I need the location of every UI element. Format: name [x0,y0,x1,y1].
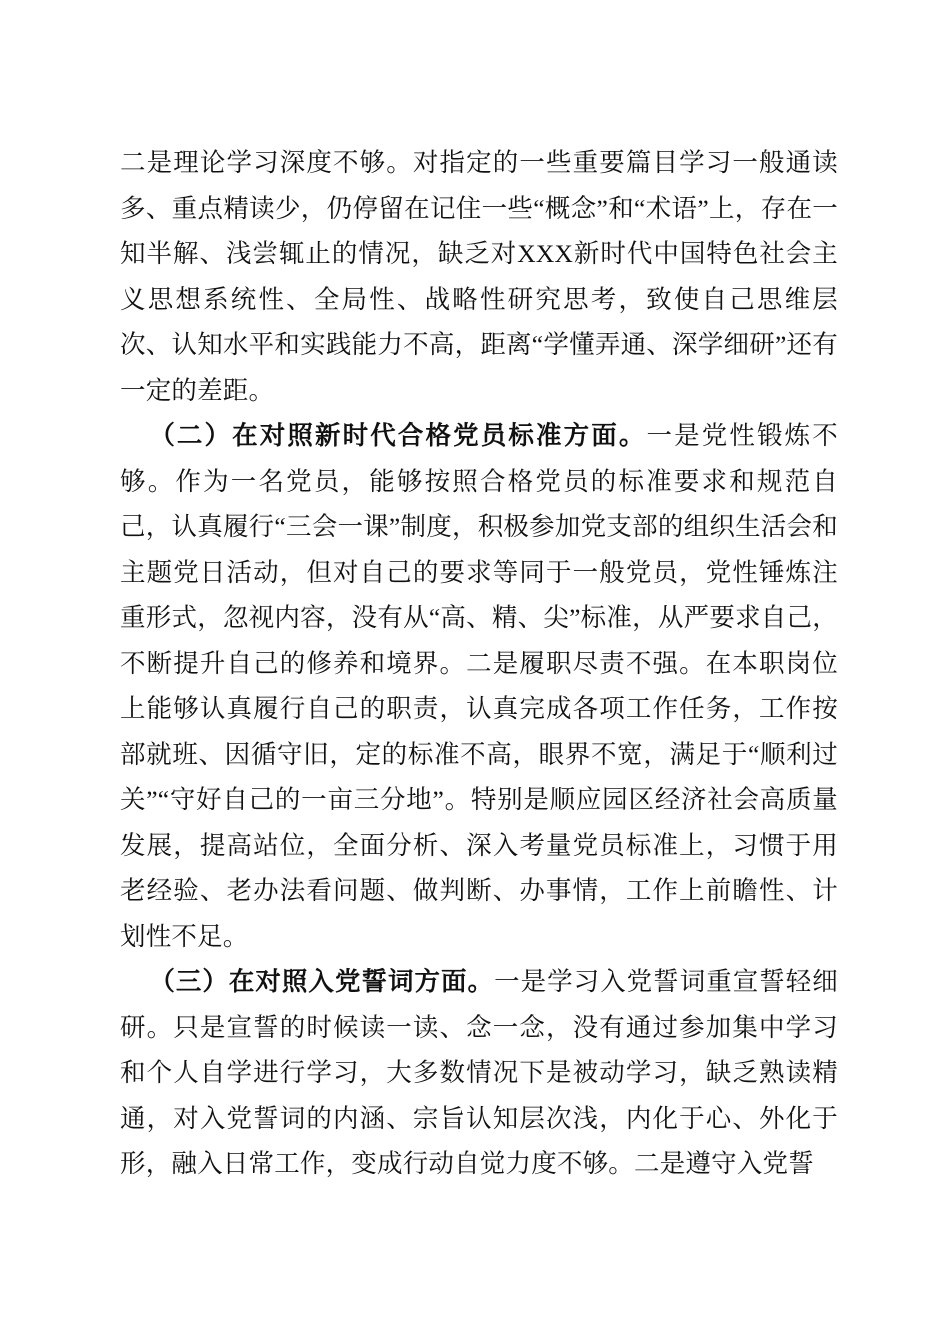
document-body [120,140,838,1187]
body-text-segment: 一是学习入党誓词重宣誓轻细研。只是宣誓的时候读一读、念一念，没有通过参加集中学习和个人自学进行学习，大多数情况下是被动学习，缺乏熟读精通，对入党誓词的内涵、宗旨认知层次浅，内化于心、外化于形，融入日常工作，变成行动自觉力度不够。二是遵守入党誓 [120,967,838,1178]
paragraph [120,959,838,1187]
paragraph [120,413,838,959]
section-heading-text: （三）在对照入党誓词方面。 [149,967,495,996]
body-text-segment: 二是理论学习深度不够。对指定的一些重要篇目学习一般通读多、重点精读少，仍停留在记住一些“概念”和“术语”上，存在一知半解、浅尝辄止的情况，缺乏对XXX新时代中国特色社会主义思想系统性、全局性、战略性研究思考，致使自己思维层次、认知水平和实践能力不高，距离“学懂弄通、深学细研”还有一定的差距。 [120,148,838,405]
section-heading-text: （二）在对照新时代合格党员标准方面。 [149,421,647,450]
body-text-segment: 一是党性锻炼不够。作为一名党员，能够按照合格党员的标准要求和规范自己，认真履行“三会一课”制度，积极参加党支部的组织生活会和主题党日活动，但对自己的要求等同于一般党员，党性锤炼注重形式，忽视内容，没有从“高、精、尖”标准，从严要求自己，不断提升自己的修养和境界。二是履职尽责不强。在本职岗位上能够认真履行自己的职责，认真完成各项工作任务，工作按部就班、因循守旧，定的标准不高，眼界不宽，满足于“顺利过关”“守好自己的一亩三分地”。特别是顺应园区经济社会高质量发展，提高站位，全面分析、深入考量党员标准上，习惯于用老经验、老办法看问题、做判断、办事情，工作上前瞻性、计划性不足。 [120,421,838,951]
paragraph [120,140,838,413]
